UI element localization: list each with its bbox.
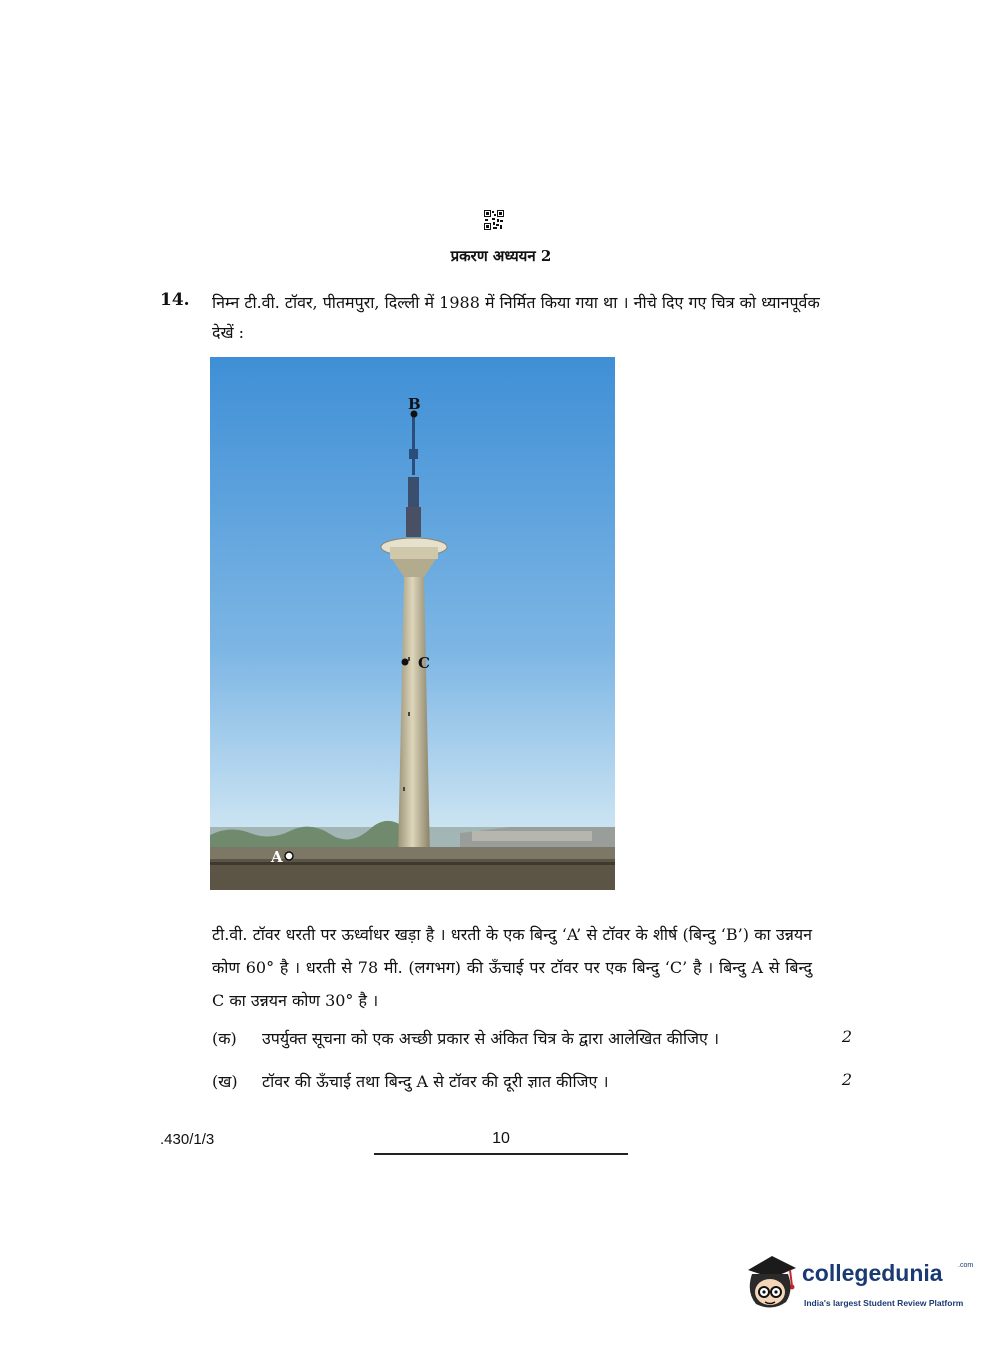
subquestion-label: (ख) <box>212 1072 238 1091</box>
subquestion-marks: 2 <box>841 1070 852 1089</box>
subquestion-text: टॉवर की ऊँचाई तथा बिन्दु A से टॉवर की दूरी ज्ञात कीजिए । <box>262 1072 609 1091</box>
point-a-label: A <box>271 848 283 866</box>
question-number: 14. <box>160 290 190 310</box>
subquestion-marks: 2 <box>841 1027 852 1046</box>
page-number: 10 <box>492 1130 510 1147</box>
qr-code-icon <box>484 210 504 230</box>
question-text: निम्न टी.वी. टॉवर, पीतमपुरा, दिल्ली में 1988 में निर्मित किया गया था । नीचे दिए गए चित्र को ध्यानपूर्वक देखें : <box>212 293 820 342</box>
collegedunia-mascot-icon <box>742 1252 800 1312</box>
brand-domain: .com <box>958 1262 974 1269</box>
footer-rule <box>374 1153 628 1155</box>
tv-tower-photo <box>210 357 615 890</box>
subquestion-text: उपर्युक्त सूचना को एक अच्छी प्रकार से अंकित चित्र के द्वारा आलेखित कीजिए । <box>262 1029 720 1048</box>
brand-tagline: India's largest Student Review Platform <box>804 1298 964 1308</box>
point-b-label: B <box>408 395 421 413</box>
brand-name: collegedunia <box>802 1260 943 1286</box>
paper-code: .430/1/3 <box>160 1131 215 1148</box>
problem-description: टी.वी. टॉवर धरती पर ऊर्ध्वाधर खड़ा है । धरती के एक बिन्दु ‘A’ से टॉवर के शीर्ष (बिन्दु ‘B’) का उन्नयन कोण 60° है । धरती से 78 मी. (लगभग) की ऊँचाई पर टॉवर पर एक बिन्दु ‘C’ है । बिन्दु A से बिन्दु C का उन्नयन कोण 30° है । <box>212 925 812 1010</box>
subquestion-label: (क) <box>212 1029 237 1048</box>
point-c-label: C <box>418 654 430 672</box>
section-title: प्रकरण अध्ययन 2 <box>450 247 552 265</box>
